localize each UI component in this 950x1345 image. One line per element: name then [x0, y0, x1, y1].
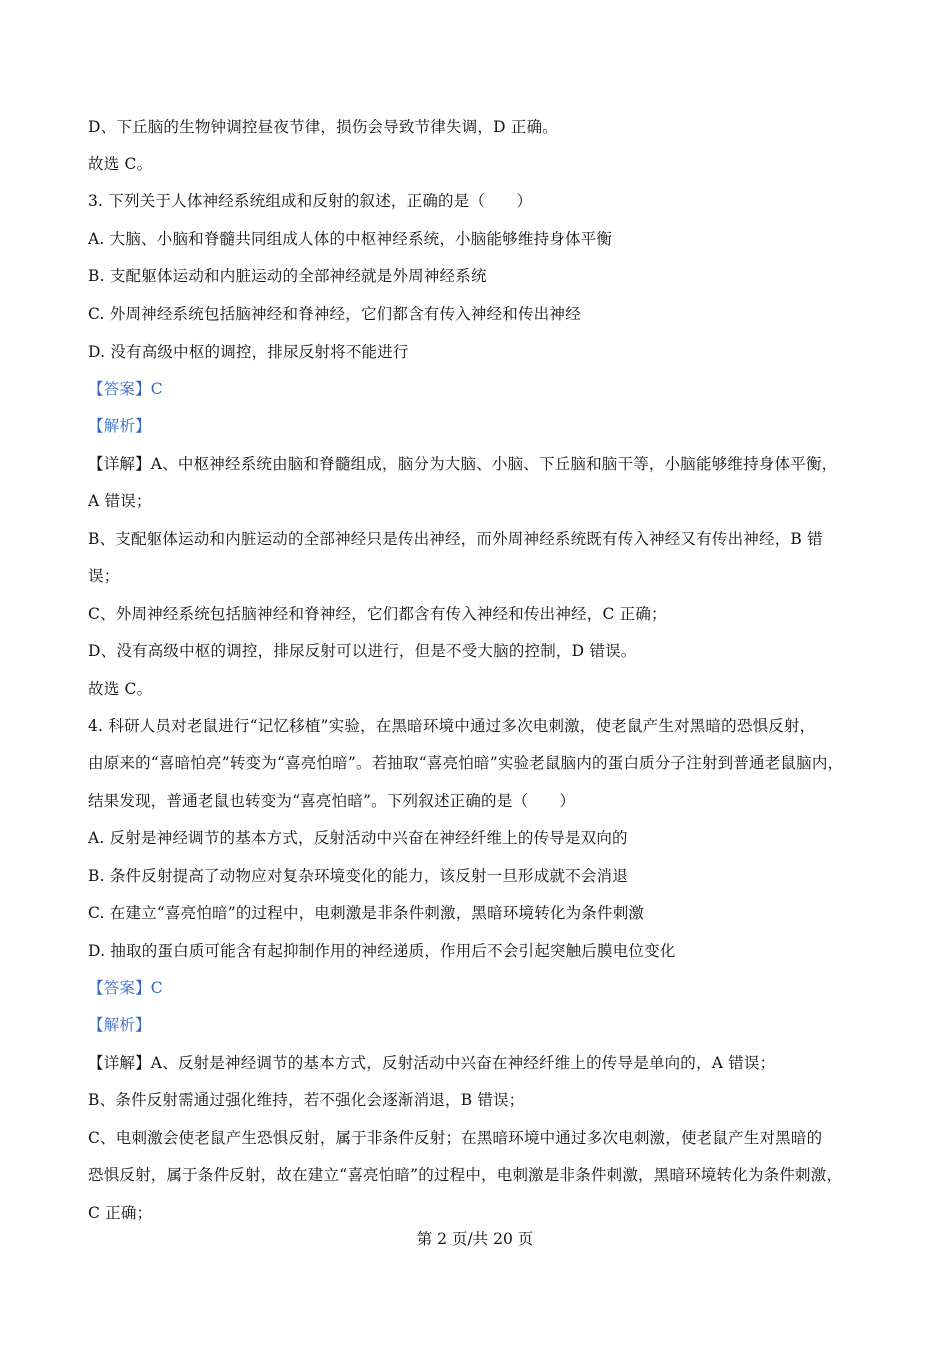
- question-3-option-a: A. 大脑、小脑和脊髓共同组成人体的中枢神经系统，小脑能够维持身体平衡: [88, 230, 613, 248]
- question-4-option-d: D. 抽取的蛋白质可能含有起抑制作用的神经递质，作用后不会引起突触后膜电位变化: [88, 942, 676, 960]
- detail-text: D、没有高级中枢的调控，排尿反射可以进行，但是不受大脑的控制，D 错误。: [88, 642, 637, 660]
- question-3-option-d: D. 没有高级中枢的调控，排尿反射将不能进行: [88, 343, 409, 361]
- question-4-stem: 由原来的“喜暗怕亮”转变为“喜亮怕暗”。若抽取“喜亮怕暗”实验老鼠脑内的蛋白质分子注射到普通老鼠脑内，: [88, 754, 844, 772]
- question-4-option-b: B. 条件反射提高了动物应对复杂环境变化的能力，该反射一旦形成就不会消退: [88, 867, 628, 885]
- question-4-stem: 4. 科研人员对老鼠进行“记忆移植”实验，在黑暗环境中通过多次电刺激，使老鼠产生对黑暗的恐惧反射，: [88, 717, 816, 735]
- analysis-label: 【解析】: [88, 1016, 151, 1034]
- detail-text: C 正确；: [88, 1204, 153, 1222]
- answer-label: 【答案】C: [88, 380, 163, 398]
- conclusion-text: 故选 C。: [88, 680, 153, 698]
- detail-text: 误；: [88, 567, 120, 585]
- text-line: D、下丘脑的生物钟调控昼夜节律，损伤会导致节律失调，D 正确。: [88, 118, 558, 136]
- answer-label: 【答案】C: [88, 979, 163, 997]
- question-4-option-c: C. 在建立“喜亮怕暗”的过程中，电刺激是非条件刺激，黑暗环境转化为条件刺激: [88, 904, 645, 922]
- question-3-option-c: C. 外周神经系统包括脑神经和脊神经，它们都含有传入神经和传出神经: [88, 305, 581, 323]
- detail-text: 【详解】A、中枢神经系统由脑和脊髓组成，脑分为大脑、小脑、下丘脑和脑干等，小脑能够维持身体平衡，: [88, 455, 838, 473]
- question-4-option-a: A. 反射是神经调节的基本方式，反射活动中兴奋在神经纤维上的传导是双向的: [88, 829, 628, 847]
- page-footer: 第 2 页/共 20 页: [416, 1230, 534, 1248]
- detail-text: A 错误；: [88, 492, 152, 510]
- question-3-option-b: B. 支配躯体运动和内脏运动的全部神经就是外周神经系统: [88, 267, 487, 285]
- text-line: 故选 C。: [88, 155, 153, 173]
- detail-text: 恐惧反射，属于条件反射，故在建立“喜亮怕暗”的过程中，电刺激是非条件刺激，黑暗环境转化为条件刺激，: [88, 1166, 843, 1184]
- question-4-stem: 结果发现，普通老鼠也转变为“喜亮怕暗”。下列叙述正确的是（ ）: [88, 792, 576, 810]
- question-3-stem: 3. 下列关于人体神经系统组成和反射的叙述，正确的是（ ）: [88, 192, 533, 210]
- detail-text: B、支配躯体运动和内脏运动的全部神经只是传出神经，而外周神经系统既有传入神经又有传出神经，B 错: [88, 530, 823, 548]
- detail-text: C、外周神经系统包括脑神经和脊神经，它们都含有传入神经和传出神经，C 正确；: [88, 605, 667, 623]
- detail-text: C、电刺激会使老鼠产生恐惧反射，属于非条件反射；在黑暗环境中通过多次电刺激，使老鼠产生对黑暗的: [88, 1129, 823, 1147]
- detail-text: 【详解】A、反射是神经调节的基本方式，反射活动中兴奋在神经纤维上的传导是单向的，A 错误；: [88, 1054, 776, 1072]
- analysis-label: 【解析】: [88, 417, 151, 435]
- detail-text: B、条件反射需通过强化维持，若不强化会逐渐消退，B 错误；: [88, 1091, 525, 1109]
